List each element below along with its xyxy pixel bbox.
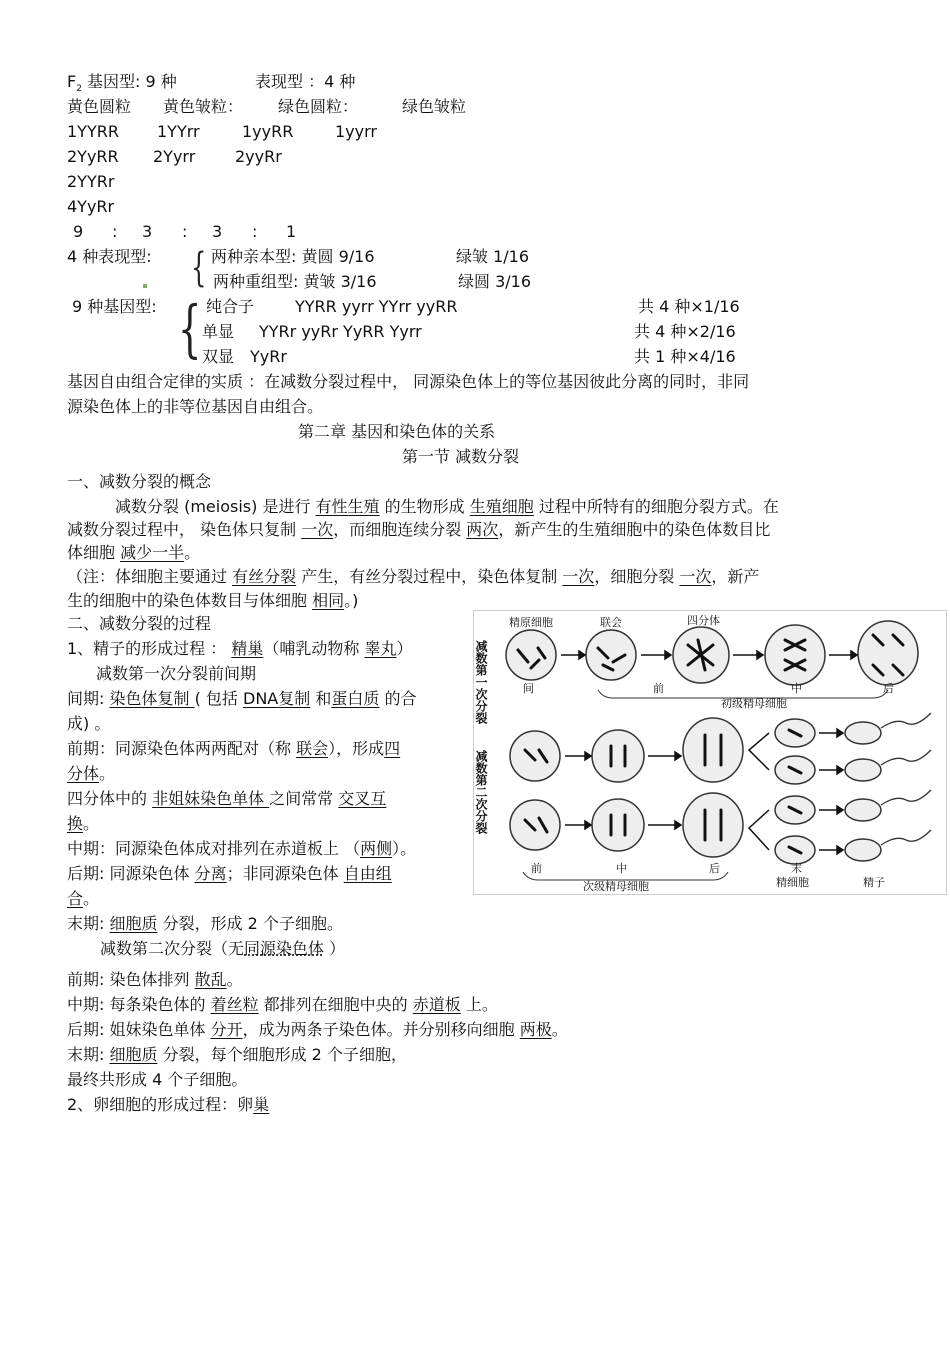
ratio: : — [182, 222, 188, 241]
geno: 2YYRr — [67, 172, 115, 191]
mii-metaphase: 中期: 每条染色体的 着丝粒 都排列在细胞中央的 赤道板 上。 — [67, 995, 498, 1014]
metaphase-line: 中期：同源染色体成对排列在赤道板上 （两侧）。 — [67, 839, 417, 858]
interphase-line-2: 成) 。 — [67, 714, 111, 733]
row1-label: 减数第一次分裂 — [474, 640, 488, 724]
ratio: : — [252, 222, 258, 241]
label-prophase2: 前 — [531, 862, 542, 875]
label-anaphase2: 后 — [709, 862, 720, 875]
parent-type: 两种亲本型: 黄圆 9/16 — [211, 247, 375, 266]
pure-genos: YYRR yyrr YYrr yyRR — [295, 297, 458, 316]
chapter-title: 第二章 基因和染色体的关系 — [298, 422, 496, 441]
pure-label: 纯合子 — [206, 297, 255, 316]
essence-line-2: 源染色体上的非等位基因自由组合。 — [67, 397, 324, 416]
interphase-line: 间期: 染色体复制 ( 包括 DNA复制 和蛋白质 的合 — [67, 689, 417, 708]
mii-prophase: 前期: 染色体排列 散乱。 — [67, 970, 243, 989]
label-inter: 间 — [523, 682, 534, 695]
pheno-3: 绿色圆粒： — [278, 97, 359, 116]
recomb-type-2: 绿圆 3/16 — [458, 272, 532, 291]
pheno-2: 黄色皱粒： — [163, 97, 244, 116]
ratio: : — [112, 222, 118, 241]
ratio: 9 — [73, 222, 84, 241]
geno: 2yyRr — [235, 147, 282, 166]
label-tetrad: 四分体 — [687, 614, 720, 627]
essence-line-1: 基因自由组合定律的实质 ：在减数分裂过程中， 同源染色体上的等位基因彼此分离的同时，非同 — [67, 372, 750, 391]
ratio: 1 — [286, 222, 297, 241]
geno: 1yyrr — [335, 122, 377, 141]
cell-metaphase1 — [765, 625, 825, 685]
mi-title: 减数第一次分裂前间期 — [96, 664, 257, 683]
double-genos: YyRr — [250, 347, 287, 366]
pheno-1: 黄色圆粒 — [67, 97, 132, 116]
nine-geno-label: 9 种基因型: — [72, 297, 157, 316]
section-title: 第一节 减数分裂 — [402, 447, 520, 466]
geno: 1yyRR — [242, 122, 294, 141]
label-spermatogonium: 精原细胞 — [509, 616, 553, 629]
geno: 4YyRr — [67, 197, 115, 216]
label-anaphase: 后 — [883, 682, 894, 695]
concept-line-3: 体细胞 减少一半。 — [67, 543, 201, 562]
double-label: 双显 — [202, 347, 235, 366]
meiosis-diagram — [473, 610, 947, 895]
cell-anaphase1 — [858, 621, 918, 685]
geno: 1YYRR — [67, 122, 119, 141]
single-label: 单显 — [202, 322, 235, 341]
brace: { — [191, 245, 207, 291]
label-metaphase2: 中 — [616, 862, 627, 875]
prophase-line-2: 分体。 — [67, 764, 116, 783]
recomb-type: 两种重组型: 黄皱 3/16 — [213, 272, 377, 291]
label-secondary: 次级精母细胞 — [583, 880, 649, 893]
heading-process: 二、减数分裂的过程 — [67, 614, 212, 633]
four-pheno-label: 4 种表现型: — [67, 247, 152, 266]
anaphase-line: 后期: 同源染色体 分离；非同源染色体 自由组 — [67, 864, 392, 883]
mii-anaphase: 后期: 姐妹染色单体 分开，成为两条子染色体。并分别移向细胞 两极。 — [67, 1020, 568, 1039]
f2-phenotype: 表现型 ：4 种 — [255, 72, 356, 91]
ratio: 3 — [212, 222, 223, 241]
parent-type-2: 绿皱 1/16 — [456, 247, 530, 266]
telophase-line: 末期: 细胞质 分裂，形成 2 个子细胞。 — [67, 914, 343, 933]
f2-line: $F_2$ 基因型: 9 种 — [67, 72, 177, 95]
prophase-line: 前期：同源染色体两两配对（称 联会），形成四 — [67, 739, 401, 758]
anaphase-line-2: 合。 — [67, 889, 100, 908]
mii-telophase: 末期: 细胞质 分裂，每个细胞形成 2 个子细胞， — [67, 1045, 407, 1064]
double-count: 共 1 种×4/16 — [634, 347, 736, 366]
single-count: 共 4 种×2/16 — [634, 322, 736, 341]
sperm-formation: 1、精子的形成过程 ： 精巢（哺乳动物称 睾丸） — [67, 639, 413, 658]
pure-count: 共 4 种×1/16 — [638, 297, 740, 316]
pheno-4: 绿色皱粒 — [402, 97, 467, 116]
heading-concept: 一、减数分裂的概念 — [67, 472, 212, 491]
single-genos: YYRr yyRr YyRR Yyrr — [259, 322, 422, 341]
brace: { — [177, 292, 202, 365]
label-telophase2: 末 — [791, 862, 802, 875]
concept-line-1: 减数分裂 (meiosis) 是进行 有性生殖 的生物形成 生殖细胞 过程中所特有的细胞分裂方式。在 — [115, 497, 779, 516]
cell-spermatogonium — [506, 630, 556, 680]
mii-title: 减数第二次分裂（无同源染色体 ） — [100, 939, 346, 958]
note-line-2: 生的细胞中的染色体数目与体细胞 相同。) — [67, 591, 359, 610]
label-primary: 初级精母细胞 — [721, 697, 787, 710]
ratio: 3 — [142, 222, 153, 241]
tetrad-line-2: 换。 — [67, 814, 100, 833]
egg-formation: 2、卵细胞的形成过程：卵巢 — [67, 1095, 270, 1114]
row2-label: 减数第二次分裂 — [474, 750, 488, 834]
concept-line-2: 减数分裂过程中， 染色体只复制 一次，而细胞连续分裂 两次，新产生的生殖细胞中的染色体数目比 — [67, 520, 771, 539]
tetrad-line: 四分体中的 非姐妹染色单体 之间常常 交叉互 — [67, 789, 387, 808]
final-line: 最终共形成 4 个子细胞。 — [67, 1070, 248, 1089]
label-prophase: 前 — [653, 682, 664, 695]
note-line-1: （注：体细胞主要通过 有丝分裂 产生，有丝分裂过程中，染色体复制 一次，细胞分裂 一次，新产 — [67, 567, 760, 586]
label-synapsis: 联会 — [600, 616, 622, 629]
cell-synapsis — [586, 630, 636, 680]
dot-mark — [143, 284, 147, 288]
label-sperm: 精子 — [863, 876, 885, 889]
geno: 2YyRR — [67, 147, 119, 166]
geno: 2Yyrr — [153, 147, 196, 166]
geno: 1YYrr — [157, 122, 200, 141]
label-metaphase: 中 — [791, 682, 802, 695]
label-spermatid: 精细胞 — [776, 876, 809, 889]
